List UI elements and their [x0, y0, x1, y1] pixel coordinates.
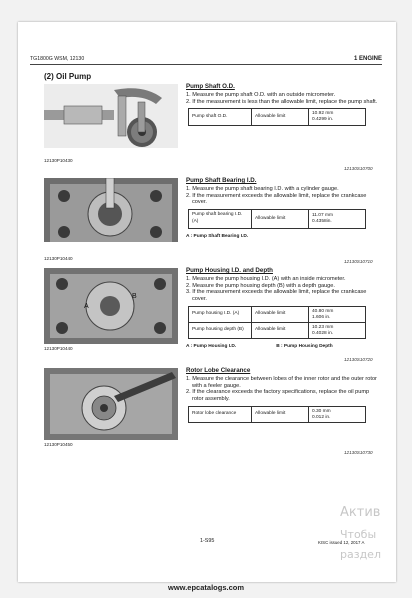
block-title: Pump Shaft Bearing I.D.: [186, 177, 257, 184]
spec-name: Pump housing depth (B): [189, 323, 252, 339]
block-code: 12130S10720: [344, 357, 373, 362]
spec-table: [188, 209, 366, 229]
step: 3. If the measurement exceeds the allowable limit, replace the crankcase cover.: [186, 289, 367, 303]
watermark-line: Чтобы: [340, 528, 377, 541]
header-left: TG1800G WSM, 12130: [30, 56, 85, 62]
spec-limit: Allowable limit: [252, 323, 309, 339]
annotation: A : Pump Housing I.D.: [186, 344, 237, 350]
spec-limit: Allowable limit: [252, 406, 309, 422]
step: 1. Measure the pump shaft bearing I.D. with a cylinder gauge.: [186, 185, 339, 192]
block-title: Pump Shaft O.D.: [186, 83, 235, 90]
header-right: 1 ENGINE: [353, 56, 382, 62]
spec-name: Rotor lobe clearance: [189, 406, 252, 422]
step: 2. If the clearance exceeds the factory specifications, replace the oil pump rotor assembly.: [186, 389, 370, 403]
svg-text:A: A: [84, 303, 89, 310]
spec-limit: Allowable limit: [252, 109, 309, 125]
photo-pump-housing: [44, 268, 178, 344]
step: 2. If the measurement is less than the allowable limit, replace the pump shaft.: [186, 98, 378, 105]
spec-value: 40.80 mm 1.606 in.: [309, 306, 366, 322]
spec-table: [188, 306, 366, 339]
header-rule: [30, 64, 382, 65]
spec-name: Pump shaft bearing I.D. (A): [189, 210, 252, 229]
spec-table: [188, 108, 366, 125]
step: 2. If the measurement exceeds the allowable limit, replace the crankcase cover.: [186, 192, 367, 206]
page-number: 1-S95: [200, 538, 215, 544]
block-title: Pump Housing I.D. and Depth: [186, 267, 273, 274]
photo-pump-shaft-micrometer: [44, 84, 178, 148]
step: 1. Measure the pump housing I.D. (A) with an inside micrometer.: [186, 275, 346, 282]
spec-limit: Allowable limit: [252, 210, 309, 229]
spec-value: 11.07 mm 0.4358in.: [309, 210, 366, 229]
watermark-line: раздел: [340, 548, 381, 561]
svg-text:B: B: [132, 293, 137, 300]
photo-rotor-feeler-gauge: [44, 368, 178, 440]
spec-value: 0.30 mm 0.012 in.: [309, 406, 366, 422]
annotation: B : Pump Housing Depth: [276, 344, 333, 350]
spec-name: Pump housing I.D. (A): [189, 306, 252, 322]
spec-value: 10.23 mm 0.4028 in.: [309, 323, 366, 339]
issue-note: KISC issued 12, 2017 A: [318, 540, 365, 545]
page-header: [30, 56, 382, 62]
step: 1. Measure the pump shaft O.D. with an outside micrometer.: [186, 91, 336, 98]
spec-block-pump-shaft-od: [186, 84, 382, 126]
watermark-line: Актив: [340, 505, 381, 520]
photo-caption: 12130P10440: [44, 256, 73, 261]
spec-block-housing-id-depth: [186, 268, 382, 351]
spec-table: [188, 406, 366, 423]
block-code: 12130S10730: [344, 450, 373, 455]
spec-name: Pump shaft O.D.: [189, 109, 252, 125]
step: 2. Measure the pump housing depth (B) with a depth gauge.: [186, 282, 335, 289]
block-code: 12130S10700: [344, 166, 373, 171]
spec-block-bearing-id: [186, 178, 382, 241]
step: 1. Measure the clearance between lobes of the inner rotor and the outer rotor with a feeler gauge.: [186, 375, 377, 389]
annotation: A : Pump Shaft Bearing I.D.: [186, 233, 249, 239]
photo-caption: 12130P10430: [44, 158, 73, 163]
spec-value: 10.92 mm 0.4299 in.: [309, 109, 366, 125]
photo-caption: 12130P10450: [44, 442, 73, 447]
photo-bearing-cylinder-gauge: [44, 178, 178, 242]
spec-limit: Allowable limit: [252, 306, 309, 322]
spec-block-rotor-lobe: [186, 368, 382, 423]
block-code: 12130S10710: [344, 259, 373, 264]
photo-caption: 12130P10440: [44, 346, 73, 351]
section-title: (2) Oil Pump: [44, 72, 92, 81]
site-url[interactable]: www.epcatalogs.com: [168, 583, 244, 592]
block-title: Rotor Lobe Clearance: [186, 367, 251, 374]
